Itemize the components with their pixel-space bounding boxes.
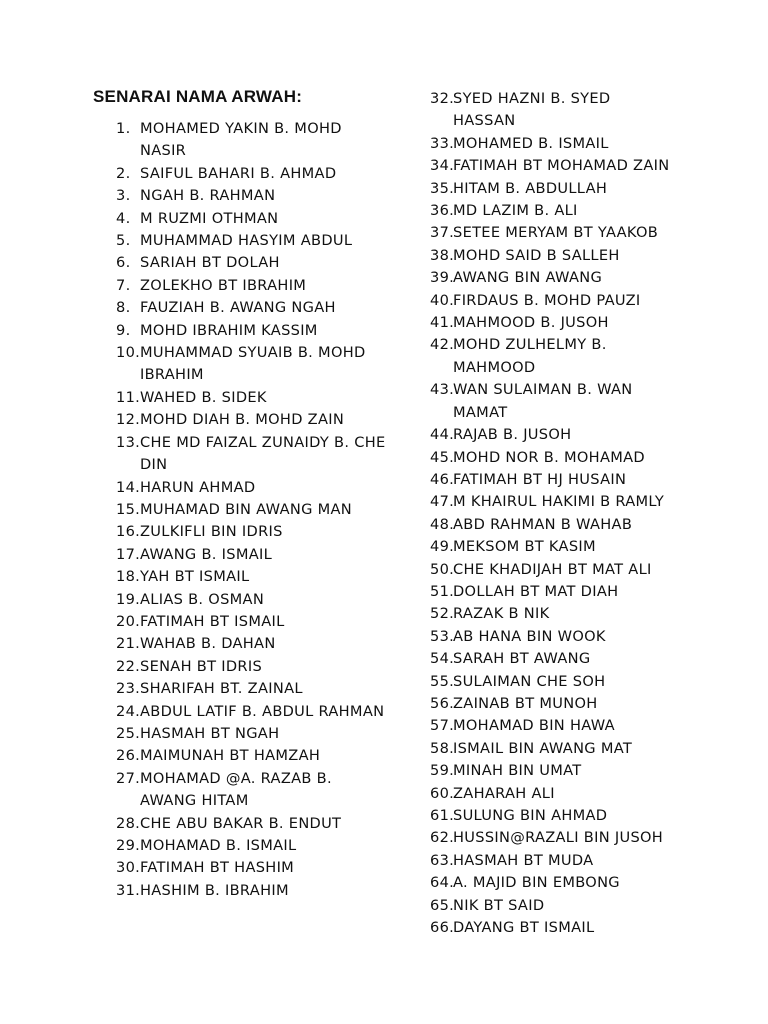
list-item-name: SULAIMAN CHE SOH [453, 672, 606, 690]
list-item-number: 57. [430, 717, 455, 735]
list-item [116, 835, 416, 857]
list-item-number: 43. [430, 381, 455, 399]
list-item [116, 320, 416, 342]
list-item-name: SENAH BT IDRIS [140, 657, 263, 675]
list-item [116, 701, 416, 723]
list-item-name: FAUZIAH B. AWANG NGAH [140, 299, 336, 317]
list-item-number: 19. [116, 590, 141, 608]
list-item [430, 827, 750, 849]
list-item-number: 22. [116, 657, 141, 675]
list-item-name: MOHD IBRAHIM KASSIM [140, 321, 318, 339]
list-item [430, 626, 750, 648]
list-item-number: 56. [430, 694, 455, 712]
list-item-name: MOHAMAD @A. RAZAB B. AWANG HITAM [140, 769, 332, 810]
list-item [116, 723, 416, 745]
list-item-name: ABD RAHMAN B WAHAB [453, 515, 633, 533]
list-item [116, 880, 416, 902]
list-item-number: 20. [116, 612, 141, 630]
list-item-number: 58. [430, 739, 455, 757]
list-item [430, 895, 750, 917]
list-item-name: FATIMAH BT MOHAMAD ZAIN [453, 157, 670, 175]
list-item-name: MOHD ZULHELMY B. MAHMOOD [453, 336, 607, 376]
list-item-number: 10. [116, 344, 141, 362]
list-item-name: FATIMAH BT ISMAIL [140, 612, 285, 630]
list-item-number: 47. [430, 493, 455, 511]
list-item [430, 872, 750, 894]
list-item [430, 760, 750, 782]
list-item [430, 133, 750, 155]
list-item-number: 41. [430, 314, 455, 332]
list-item [430, 514, 750, 536]
list-item-name: SULUNG BIN AHMAD [453, 807, 608, 824]
list-item-number: 53. [430, 627, 455, 645]
name-list-right [430, 88, 750, 939]
list-item-number: 24. [116, 702, 141, 720]
list-item [430, 245, 750, 267]
list-item-number: 54. [430, 650, 455, 668]
list-item-name: AB HANA BIN WOOK [453, 627, 606, 645]
list-item-number: 17. [116, 545, 141, 563]
list-item [430, 88, 750, 133]
list-item [430, 491, 750, 513]
list-item [116, 477, 416, 499]
list-item [430, 267, 750, 289]
list-item [430, 424, 750, 446]
list-item-number: 48. [430, 515, 455, 533]
list-item-name: MOHAMED YAKIN B. MOHD NASIR [140, 120, 342, 160]
list-item-number: 55. [430, 672, 455, 690]
list-item-number: 3. [116, 187, 131, 205]
list-item-number: 14. [116, 478, 141, 496]
list-item-name: SARIAH BT DOLAH [140, 254, 280, 272]
list-item [430, 469, 750, 491]
list-item-number: 46. [430, 470, 455, 488]
list-item-number: 16. [116, 523, 141, 541]
list-item [116, 521, 416, 543]
list-item-name: DAYANG BT ISMAIL [453, 919, 595, 937]
list-item-name: MUHAMMAD SYUAIB B. MOHD IBRAHIM [140, 344, 366, 384]
list-item-number: 40. [430, 291, 455, 309]
list-item-name: WAHAB B. DAHAN [140, 635, 276, 653]
list-item [430, 850, 750, 872]
list-item-name: SYED HAZNI B. SYED HASSAN [453, 90, 611, 130]
list-item [430, 648, 750, 670]
list-item [430, 783, 750, 805]
list-item [430, 581, 750, 603]
list-item-number: 66. [430, 919, 455, 937]
list-item-name: HASHIM B. IBRAHIM [140, 881, 289, 899]
list-item-name: WAN SULAIMAN B. WAN MAMAT [453, 381, 633, 421]
list-item-number: 51. [430, 582, 455, 600]
list-item [430, 447, 750, 469]
list-item-number: 37. [430, 224, 455, 242]
list-item-name: MD LAZIM B. ALI [453, 202, 578, 220]
list-item-name: RAJAB B. JUSOH [453, 426, 572, 444]
list-item-number: 45. [430, 448, 455, 466]
list-item-number: 7. [116, 276, 131, 294]
list-item-name: HASMAH BT MUDA [453, 851, 594, 869]
list-item-number: 6. [116, 254, 131, 272]
list-item [116, 409, 416, 431]
list-item-name: M RUZMI OTHMAN [140, 209, 279, 227]
list-item [116, 208, 416, 230]
list-item-name: MOHAMED B. ISMAIL [453, 134, 609, 152]
list-item-number: 59. [430, 762, 455, 780]
list-item-name: FATIMAH BT HASHIM [140, 859, 295, 877]
list-item-name: MOHD NOR B. MOHAMAD [453, 448, 645, 466]
list-item-number: 31. [116, 881, 141, 899]
list-item [116, 813, 416, 835]
list-item-name: HUSSIN@RAZALI BIN JUSOH [453, 829, 664, 847]
list-item-name: AWANG BIN AWANG [453, 269, 603, 287]
list-item-number: 2. [116, 164, 131, 182]
list-item [116, 566, 416, 588]
list-item [116, 857, 416, 879]
list-item-name: CHE KHADIJAH BT MAT ALI [453, 560, 652, 578]
list-item-name: CHE MD FAIZAL ZUNAIDY B. CHE DIN [140, 433, 386, 474]
list-item [116, 544, 416, 566]
list-item-number: 28. [116, 814, 141, 832]
list-item-number: 63. [430, 851, 455, 869]
list-item-name: MOHAMAD B. ISMAIL [140, 837, 297, 854]
list-item [116, 297, 416, 319]
list-item-number: 44. [430, 426, 455, 444]
list-item-number: 49. [430, 538, 455, 556]
list-item-number: 38. [430, 246, 455, 264]
list-item-number: 12. [116, 411, 141, 429]
list-item-number: 1. [116, 120, 131, 137]
list-item-name: DOLLAH BT MAT DIAH [453, 582, 619, 600]
list-item-number: 61. [430, 807, 455, 824]
list-item-name: YAH BT ISMAIL [140, 568, 250, 586]
list-item-name: A. MAJID BIN EMBONG [453, 874, 620, 892]
list-item-number: 34. [430, 157, 455, 175]
list-item [116, 230, 416, 252]
list-item [116, 656, 416, 678]
list-item-name: ABDUL LATIF B. ABDUL RAHMAN [140, 702, 385, 720]
list-item [430, 917, 750, 939]
list-item-number: 62. [430, 829, 455, 847]
list-item-number: 21. [116, 635, 141, 653]
name-list-left [116, 118, 416, 902]
list-item-name: MAHMOOD B. JUSOH [453, 314, 609, 332]
list-item [430, 805, 750, 827]
list-item-number: 11. [116, 388, 141, 406]
list-item-name: MOHD DIAH B. MOHD ZAIN [140, 411, 345, 429]
list-item-name: ZOLEKHO BT IBRAHIM [140, 276, 307, 294]
list-item [116, 589, 416, 611]
list-item-name: ZAINAB BT MUNOH [453, 694, 598, 712]
list-item-number: 13. [116, 433, 141, 451]
list-item-number: 65. [430, 896, 455, 914]
list-item-name: HITAM B. ABDULLAH [453, 179, 608, 197]
list-item [430, 693, 750, 715]
list-item [430, 334, 750, 379]
list-item [116, 745, 416, 767]
list-item [430, 155, 750, 177]
list-item [116, 499, 416, 521]
list-item [430, 178, 750, 200]
list-item [116, 118, 416, 163]
list-item-number: 33. [430, 134, 455, 152]
list-item [116, 185, 416, 207]
list-item-name: CHE ABU BAKAR B. ENDUT [140, 814, 342, 832]
list-item-name: HARUN AHMAD [140, 478, 256, 496]
list-item [116, 633, 416, 655]
page-title: SENARAI NAMA ARWAH: [93, 87, 303, 106]
list-item-number: 32. [430, 90, 455, 107]
list-item-name: SARAH BT AWANG [453, 650, 591, 668]
list-item-name: HASMAH BT NGAH [140, 724, 280, 742]
list-item [116, 163, 416, 185]
list-item-number: 23. [116, 680, 141, 698]
list-item-name: MOHAMAD BIN HAWA [453, 717, 615, 735]
list-item [116, 252, 416, 274]
list-item [430, 312, 750, 334]
list-item-number: 4. [116, 209, 131, 227]
list-item [116, 768, 416, 813]
list-item-number: 27. [116, 769, 141, 787]
list-item-name: MINAH BIN UMAT [453, 762, 582, 780]
list-item-number: 26. [116, 747, 141, 765]
list-item-name: MUHAMAD BIN AWANG MAN [140, 500, 353, 518]
list-item-name: MOHD SAID B SALLEH [453, 246, 620, 264]
list-item-name: SAIFUL BAHARI B. AHMAD [140, 164, 337, 182]
list-item-name: ZAHARAH ALI [453, 784, 555, 802]
list-item-number: 18. [116, 568, 141, 586]
list-item-name: WAHED B. SIDEK [140, 388, 267, 406]
list-item-name: MAIMUNAH BT HAMZAH [140, 747, 321, 765]
list-item-number: 8. [116, 299, 131, 317]
list-item-number: 25. [116, 724, 141, 742]
list-item-name: ZULKIFLI BIN IDRIS [140, 523, 283, 541]
list-item [116, 387, 416, 409]
list-item-number: 42. [430, 336, 455, 354]
list-item [116, 342, 416, 387]
list-item [430, 200, 750, 222]
list-item-name: MUHAMMAD HASYIM ABDUL [140, 232, 353, 250]
list-item [116, 432, 416, 477]
list-item-name: ALIAS B. OSMAN [140, 590, 265, 608]
list-item [116, 678, 416, 700]
list-item [430, 559, 750, 581]
list-item [430, 603, 750, 625]
list-item [430, 379, 750, 424]
list-item [430, 715, 750, 737]
list-item-name: NGAH B. RAHMAN [140, 187, 276, 205]
list-item [430, 738, 750, 760]
list-item [430, 536, 750, 558]
list-item-number: 15. [116, 500, 141, 518]
list-item-name: SHARIFAH BT. ZAINAL [140, 680, 303, 698]
list-item-number: 35. [430, 179, 455, 197]
list-item-number: 60. [430, 784, 455, 802]
list-item-number: 64. [430, 874, 455, 892]
list-item-name: M KHAIRUL HAKIMI B RAMLY [453, 493, 665, 511]
list-item-name: MEKSOM BT KASIM [453, 538, 596, 556]
list-item-name: RAZAK B NIK [453, 605, 550, 623]
list-item-number: 50. [430, 560, 455, 578]
list-item-number: 9. [116, 321, 131, 339]
list-item-name: ISMAIL BIN AWANG MAT [453, 739, 633, 757]
list-item-name: NIK BT SAID [453, 896, 545, 914]
list-item-number: 29. [116, 837, 141, 854]
list-item-number: 36. [430, 202, 455, 220]
list-item-number: 30. [116, 859, 141, 877]
list-item-number: 52. [430, 605, 455, 623]
list-item-number: 39. [430, 269, 455, 287]
list-item-name: AWANG B. ISMAIL [140, 545, 273, 563]
list-item-name: SETEE MERYAM BT YAAKOB [453, 224, 659, 242]
list-item [116, 611, 416, 633]
list-item [116, 275, 416, 297]
list-item [430, 671, 750, 693]
list-item-name: FATIMAH BT HJ HUSAIN [453, 470, 627, 488]
list-item [430, 290, 750, 312]
list-item-number: 5. [116, 232, 131, 250]
list-item [430, 222, 750, 244]
list-item-name: FIRDAUS B. MOHD PAUZI [453, 291, 641, 309]
